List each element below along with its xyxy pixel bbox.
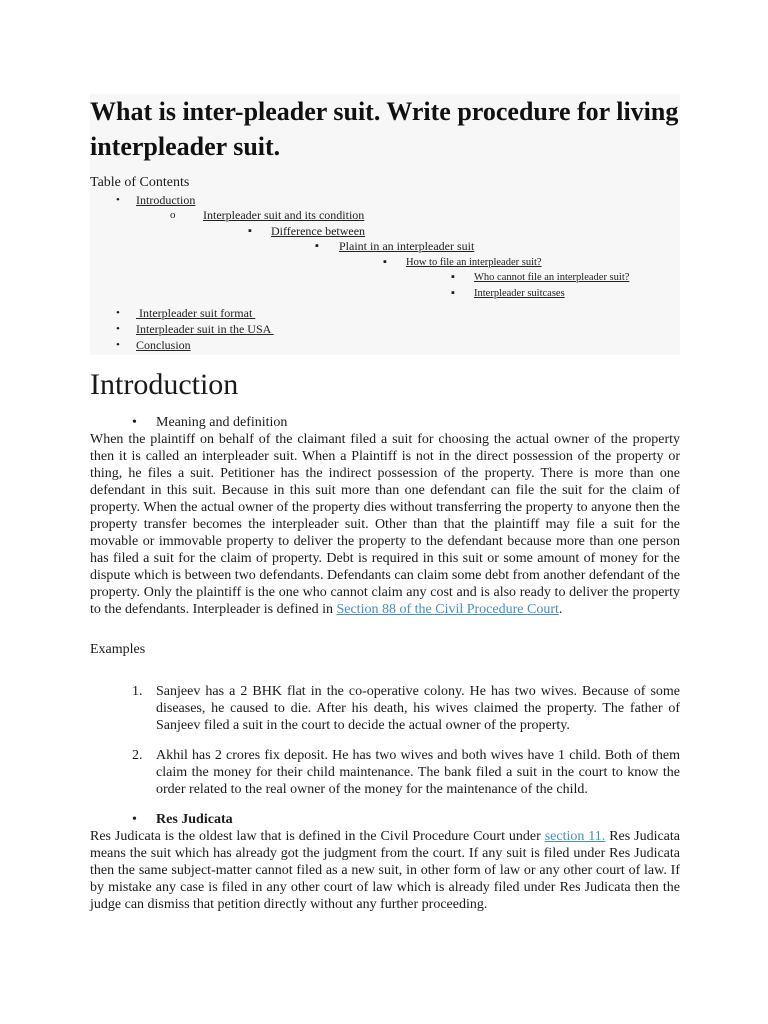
toc-link-plaint[interactable]: Plaint in an interpleader suit: [339, 239, 475, 253]
toc-link-usa[interactable]: Interpleader suit in the USA: [136, 322, 274, 336]
example-item: [90, 683, 680, 734]
section-11-link[interactable]: section 11.: [544, 829, 606, 844]
toc-heading: Table of Contents: [90, 175, 190, 190]
toc-bullet: ▪: [248, 224, 252, 237]
examples-label: Examples: [90, 642, 146, 657]
toc-item-plaint[interactable]: [90, 239, 680, 255]
toc-item-format[interactable]: [90, 305, 680, 321]
table-of-contents: [90, 192, 680, 353]
toc-link-format[interactable]: Interpleader suit format: [136, 306, 256, 320]
toc-link-how-to-file[interactable]: How to file an interpleader suit?: [406, 256, 542, 268]
meaning-subheading-text: Meaning and definition: [156, 415, 288, 430]
example-number: 2.: [132, 748, 143, 763]
page-title: What is inter-pleader suit. Write procedure for living interpleader suit.: [90, 97, 679, 161]
section-heading-introduction: Introduction: [90, 368, 239, 401]
introduction-paragraph-text: When the plaintiff on behalf of the claimant filed a suit for choosing the actual owner of the property then it is called an interpleader suit. When a Plaintiff is not in the direct possession of the property or thing, he files a suit. Petitioner has the indirect possession of the property. There is more than one defendant in this suit. Because in this suit more than one defendant can file the suit for the claim of property. When the actual owner of the property dies without transferring the property to anyone then the property transfer becomes the interpleader suit. Other than that the plaintiff may file a suit for the movable or immovable property to deliver the property to the defendant because more than one person has filed a suit for the claim of property. Debt is required in this suit or some amount of money for the dispute which is between two defendants. Defendants can claim some debt from another defendant of the property. Only the plaintiff is the one who cannot claim any cost and is also ready to deliver the property to the defendants. Interpleader is defined in: [90, 432, 680, 617]
toc-link-condition[interactable]: Interpleader suit and its condition: [203, 208, 365, 222]
meaning-subheading: [90, 414, 680, 431]
toc-bullet: ▪: [383, 255, 387, 268]
res-judicata-text-end: Res Judicata means the suit which has already got the judgment from the court. If any suit is filed under Res Judicata then the same subject-matter cannot filed as a new suit, in other form of law or any other court of law. If by mistake any case is filed in any other court of law which is already filed under Res Judicata then the judge can dismiss that petition directly without any further proceeding.: [90, 829, 681, 912]
bullet-dot: •: [132, 812, 137, 827]
toc-link-introduction[interactable]: Introduction: [136, 193, 196, 207]
introduction-paragraph: [90, 431, 680, 618]
toc-bullet: ▪: [315, 240, 319, 252]
toc-bullet: ▪: [451, 271, 455, 283]
toc-bullet: •: [116, 307, 120, 319]
document-page: [90, 94, 680, 913]
section-88-link[interactable]: Section 88 of the Civil Procedure Court: [336, 602, 559, 617]
examples-list: [90, 683, 680, 798]
toc-item-difference[interactable]: [90, 224, 680, 240]
res-judicata-heading: [90, 811, 680, 828]
bullet-dot: •: [132, 415, 137, 430]
toc-link-conclusion[interactable]: Conclusion: [136, 338, 191, 352]
toc-link-who-cannot-file[interactable]: Who cannot file an interpleader suit?: [474, 272, 630, 283]
toc-item-condition[interactable]: [90, 208, 680, 224]
toc-item-usa[interactable]: [90, 321, 680, 337]
toc-item-introduction[interactable]: [90, 192, 680, 208]
introduction-paragraph-end: .: [558, 602, 563, 617]
toc-item-conclusion[interactable]: [90, 337, 680, 353]
toc-link-difference[interactable]: Difference between: [271, 223, 366, 238]
res-judicata-paragraph: [90, 828, 680, 913]
toc-bullet: ▪: [451, 286, 455, 299]
toc-bullet: •: [116, 323, 120, 335]
toc-bullet: •: [116, 194, 120, 206]
example-text: Akhil has 2 crores fix deposit. He has two wives and both wives have 1 child. Both of them claim the money for their child maintenance. The bank filed a suit in the court to know the order related to the real owner of the money for the maintenance of the child.: [156, 748, 680, 797]
toc-item-suitcases[interactable]: [90, 286, 680, 302]
toc-item-how-to-file[interactable]: [90, 255, 680, 271]
res-judicata-text-start: Res Judicata is the oldest law that is defined in the Civil Procedure Court under: [90, 829, 545, 844]
example-number: 1.: [132, 684, 143, 699]
toc-item-who-cannot-file[interactable]: [90, 270, 680, 286]
title-and-toc-box: [90, 94, 680, 355]
example-text: Sanjeev has a 2 BHK flat in the co-operative colony. He has two wives. Because of some diseases, he caused to die. After his death, his wives claimed the property. The father of Sanjeev filed a suit in the court to decide the actual owner of the property.: [156, 684, 680, 733]
res-judicata-heading-text: Res Judicata: [156, 812, 233, 827]
toc-bullet: o: [170, 209, 176, 221]
example-item: [90, 747, 680, 798]
toc-bullet: •: [116, 339, 120, 351]
toc-link-suitcases[interactable]: Interpleader suitcases: [474, 287, 565, 299]
